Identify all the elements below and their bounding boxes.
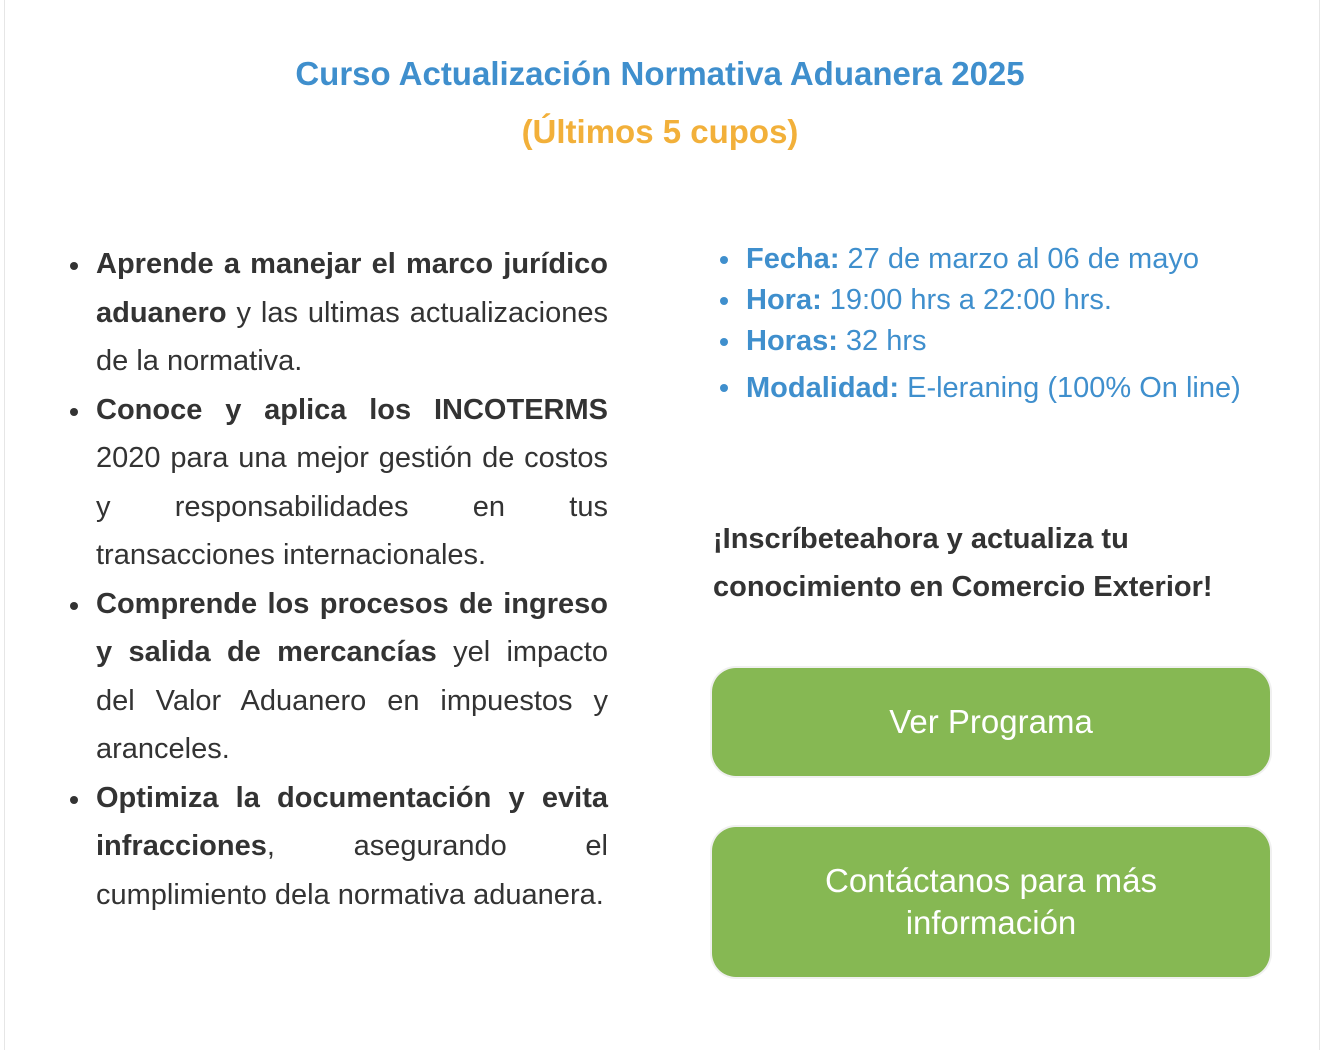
benefit-bold-text: Aprende a manejar el marco jurídico aduanero bbox=[96, 248, 608, 329]
benefit-item bbox=[96, 240, 608, 386]
detail-value: 32 hrs bbox=[837, 325, 927, 357]
call-to-action-text: ¡Inscríbeteahora y actualiza tu conocimiento en Comercio Exterior! bbox=[713, 523, 1213, 603]
benefit-bold-text: Comprende los procesos de ingreso y salida de mercancías bbox=[96, 587, 608, 668]
benefit-text: 2020 para una mejor gestión de costos y responsabilidades en tus transacciones internacionales. bbox=[96, 442, 608, 571]
benefit-text: y las ultimas actualizaciones de la normativa. bbox=[96, 296, 608, 377]
benefit-text: yel impacto del Valor Aduanero en impuestos y aranceles. bbox=[96, 636, 608, 765]
seats-remaining-subtitle: (Últimos 5 cupos) bbox=[521, 113, 799, 150]
benefit-text: , asegurando el cumplimiento dela normativa aduanera. bbox=[96, 830, 608, 911]
benefit-item bbox=[96, 580, 608, 774]
detail-label: Hora: bbox=[746, 284, 822, 316]
detail-time bbox=[746, 280, 1266, 321]
detail-value: 19:00 hrs a 22:00 hrs. bbox=[821, 284, 1112, 316]
course-title: Curso Actualización Normativa Aduanera 2025 bbox=[295, 55, 1025, 92]
contact-us-button[interactable] bbox=[712, 827, 1270, 977]
detail-modality bbox=[746, 364, 1266, 412]
detail-label: Horas: bbox=[746, 325, 838, 357]
left-border bbox=[4, 0, 5, 1050]
benefits-list bbox=[96, 240, 608, 919]
course-details-list bbox=[746, 239, 1266, 412]
detail-hours bbox=[746, 321, 1266, 362]
benefit-bold-text: Conoce y aplica los INCOTERMS bbox=[96, 393, 608, 426]
benefit-bold-text: Optimiza la documentación y evita infracciones bbox=[96, 781, 608, 862]
detail-date bbox=[746, 239, 1266, 280]
detail-label: Modalidad: bbox=[746, 372, 900, 404]
view-program-button[interactable] bbox=[712, 668, 1270, 776]
benefit-item bbox=[96, 774, 608, 920]
benefit-item bbox=[96, 386, 608, 580]
detail-label: Fecha: bbox=[746, 243, 840, 275]
view-program-button-label: Ver Programa bbox=[889, 703, 1093, 740]
detail-value: 27 de marzo al 06 de mayo bbox=[839, 243, 1199, 275]
detail-value: E-leraning (100% On line) bbox=[899, 372, 1241, 404]
contact-us-button-label: Contáctanos para más información bbox=[824, 862, 1157, 941]
